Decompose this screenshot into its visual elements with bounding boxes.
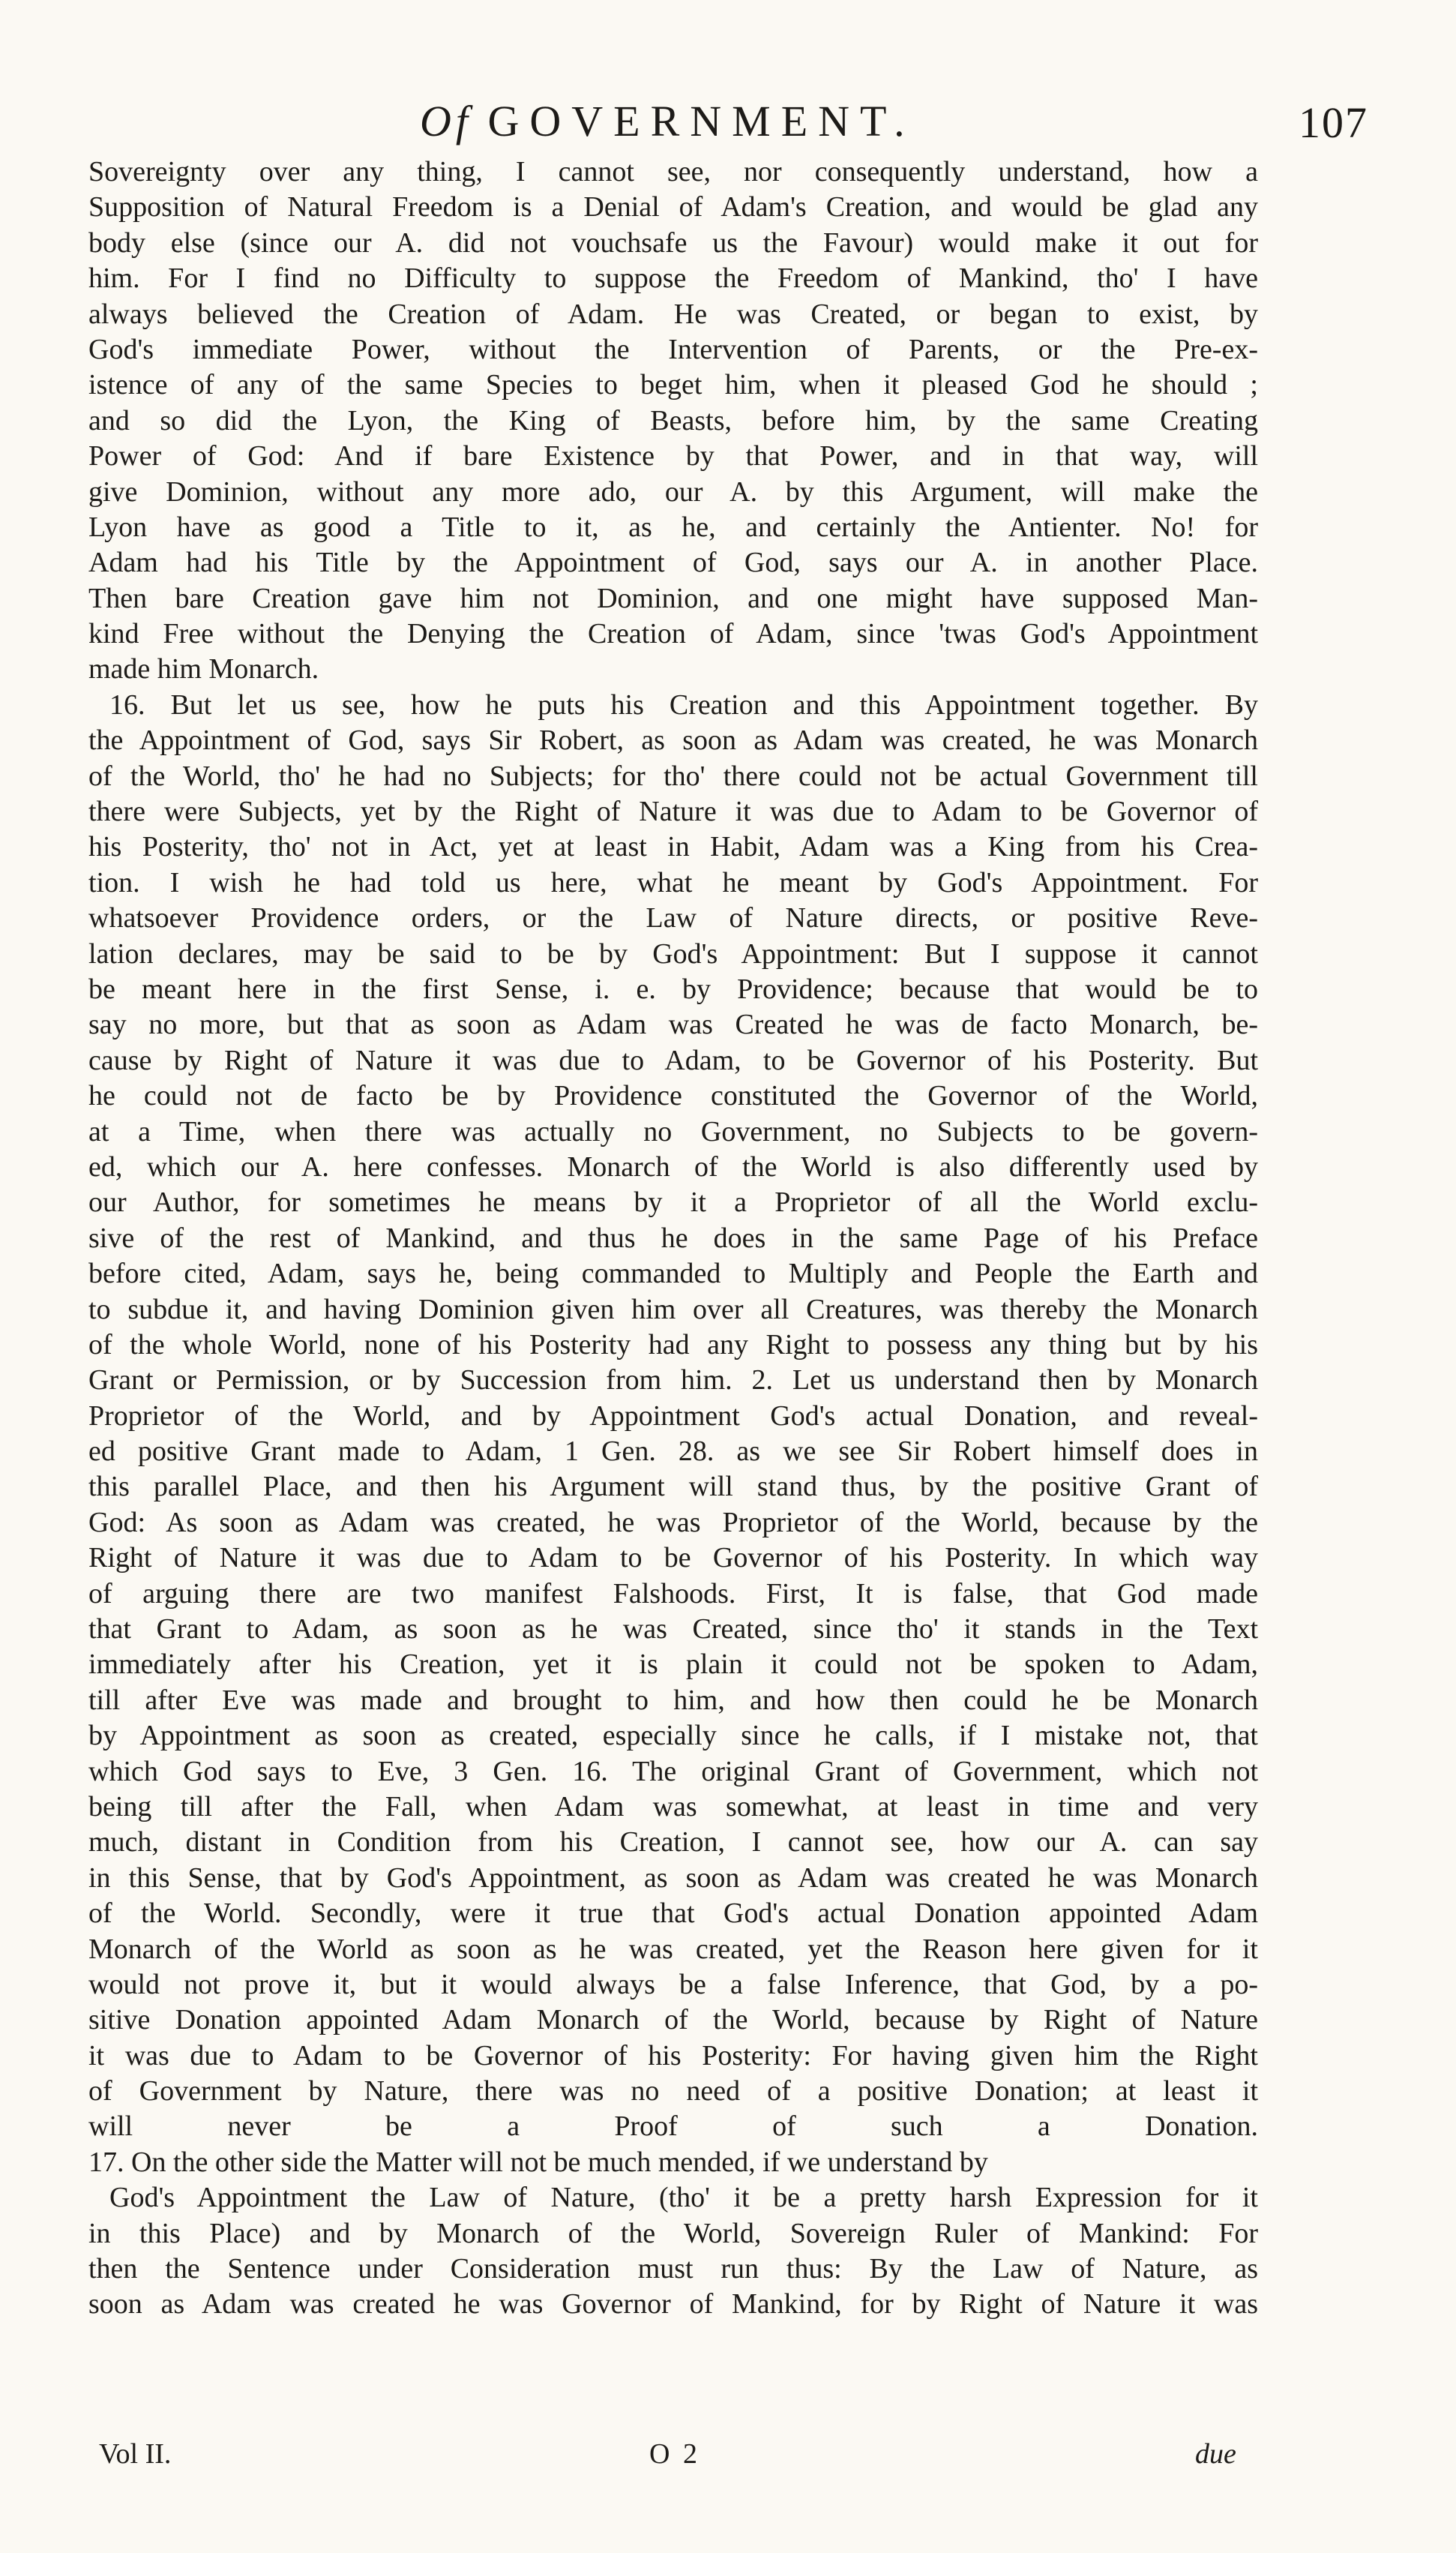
running-head-title: GOVERNMENT. — [487, 97, 915, 146]
text-line: and so did the Lyon, the King of Beasts, before him, by the same Creating — [88, 404, 1258, 436]
text-line: it was due to Adam to be Governor of his Posterity: For having given him the Right — [88, 2039, 1258, 2072]
text-line: would not prove it, but it would always be a false Inference, that God, by a po- — [88, 1968, 1258, 2000]
text-line: our Author, for sometimes he means by it a Proprietor of all the World exclu- — [88, 1186, 1258, 1219]
text-line: immediately after his Creation, yet it is plain it could not be spoken to Adam, — [88, 1648, 1258, 1681]
text-line: in this Place) and by Monarch of the World, Sovereign Ruler of Mankind: For — [88, 2217, 1258, 2249]
text-line: sitive Donation appointed Adam Monarch of the World, because by Right of Nature — [88, 2004, 1258, 2036]
text-line: cause by Right of Nature it was due to Adam, to be Governor of his Posterity. But — [88, 1044, 1258, 1076]
text-line: tion. I wish he had told us here, what he meant by God's Appointment. For — [88, 866, 1258, 898]
text-line: to subdue it, and having Dominion given him over all Creatures, was thereby the Monarch — [88, 1293, 1258, 1325]
running-head — [420, 96, 915, 146]
text-line: till after Eve was made and brought to him, and how then could he be Monarch — [88, 1684, 1258, 1716]
text-line: lation declares, may be said to be by God's Appointment: But I suppose it cannot — [88, 938, 1258, 970]
text-line: always believed the Creation of Adam. He was Created, or began to exist, by — [88, 298, 1258, 330]
text-line: Proprietor of the World, and by Appointment God's actual Donation, and reveal- — [88, 1400, 1258, 1432]
catchword: due — [1195, 2438, 1236, 2470]
text-line: of arguing there are two manifest Falshoods. First, It is false, that God made — [88, 1577, 1258, 1610]
text-line: Adam had his Title by the Appointment of God, says our A. in another Place. — [88, 547, 1258, 579]
text-line: him. For I find no Difficulty to suppose the Freedom of Mankind, tho' I have — [88, 262, 1258, 295]
text-line: which God says to Eve, 3 Gen. 16. The original Grant of Government, which not — [88, 1755, 1258, 1787]
text-line: then the Sentence under Consideration must run thus: By the Law of Nature, as — [88, 2253, 1258, 2285]
text-line: of the World. Secondly, were it true that God's actual Donation appointed Adam — [88, 1898, 1258, 1930]
text-line: of the whole World, none of his Posterity had any Right to possess any thing but by his — [88, 1328, 1258, 1360]
text-line: God's Appointment the Law of Nature, (tho' it be a pretty harsh Expression for it — [109, 2182, 1258, 2214]
text-line: Power of God: And if bare Existence by that Power, and in that way, will — [88, 440, 1258, 472]
text-line: by Appointment as soon as created, especially since he calls, if I mistake not, that — [88, 1720, 1258, 1752]
text-line: made him Monarch. — [88, 653, 319, 686]
page-number: 107 — [1299, 98, 1368, 147]
signature-mark: O 2 — [649, 2438, 700, 2470]
text-line: Grant or Permission, or by Succession from him. 2. Let us understand then by Monarch — [88, 1364, 1258, 1396]
text-line: be meant here in the first Sense, i. e. by Providence; because that would be to — [88, 973, 1258, 1005]
text-line: Supposition of Natural Freedom is a Denial of Adam's Creation, and would be glad any — [88, 191, 1258, 224]
text-line: in this Sense, that by God's Appointment, as soon as Adam was created he was Monarch — [88, 1862, 1258, 1894]
text-line: much, distant in Condition from his Creation, I cannot see, how our A. can say — [88, 1826, 1258, 1858]
text-line: before cited, Adam, says he, being commanded to Multiply and People the Earth and — [88, 1258, 1258, 1290]
text-line: ed, which our A. here confesses. Monarch of the World is also differently used by — [88, 1150, 1258, 1183]
text-line: at a Time, when there was actually no Government, no Subjects to be govern- — [88, 1115, 1258, 1148]
text-line: of the World, tho' he had no Subjects; for tho' there could not be actual Government till — [88, 760, 1258, 792]
text-line: that Grant to Adam, as soon as he was Created, since tho' it stands in the Text — [88, 1613, 1258, 1646]
text-line: body else (since our A. did not vouchsafe us the Favour) would make it out for — [88, 226, 1258, 259]
page-footer — [0, 2438, 1456, 2482]
page-header — [0, 96, 1456, 148]
text-line: sive of the rest of Mankind, and thus he does in the same Page of his Preface — [88, 1222, 1258, 1254]
text-line: being till after the Fall, when Adam was somewhat, at least in time and very — [88, 1790, 1258, 1822]
text-line: Sovereignty over any thing, I cannot see, nor consequently understand, how a — [88, 156, 1258, 188]
text-line: Monarch of the World as soon as he was created, yet the Reason here given for it — [88, 1933, 1258, 1965]
text-line: God's immediate Power, without the Intervention of Parents, or the Pre-ex- — [88, 333, 1258, 365]
body-text — [88, 154, 1258, 2358]
text-line: his Posterity, tho' not in Act, yet at least in Habit, Adam was a King from his Crea- — [88, 831, 1258, 863]
text-line: soon as Adam was created he was Governor of Mankind, for by Right of Nature it was — [88, 2288, 1258, 2320]
text-line: this parallel Place, and then his Argument will stand thus, by the positive Grant of — [88, 1471, 1258, 1503]
text-line: the Appointment of God, says Sir Robert, as soon as Adam was created, he was Monarch — [88, 724, 1258, 757]
text-line: will never be a Proof of such a Donation. — [88, 2110, 1258, 2143]
text-line — [88, 2323, 1258, 2358]
text-line: of Government by Nature, there was no need of a positive Donation; at least it — [88, 2075, 1258, 2108]
text-line: God: As soon as Adam was created, he was Proprietor of the World, because by the — [88, 1506, 1258, 1538]
volume-label: Vol II. — [99, 2438, 172, 2470]
text-line: there were Subjects, yet by the Right of Nature it was due to Adam to be Governor of — [88, 796, 1258, 828]
text-line: 16. But let us see, how he puts his Creation and this Appointment together. By — [109, 688, 1258, 721]
text-line: istence of any of the same Species to beget him, when it pleased God he should ; — [88, 369, 1258, 401]
running-head-of: Of — [420, 97, 472, 146]
text-line: Then bare Creation gave him not Dominion, and one might have supposed Man- — [88, 582, 1258, 614]
text-line: Right of Nature it was due to Adam to be Governor of his Posterity. In which way — [88, 1542, 1258, 1574]
text-line: 17. On the other side the Matter will not be much mended, if we understand by — [88, 2146, 988, 2178]
text-line: Lyon have as good a Title to it, as he, and certainly the Antienter. No! for — [88, 511, 1258, 543]
text-line: whatsoever Providence orders, or the Law of Nature directs, or positive Reve- — [88, 902, 1258, 934]
text-line: he could not de facto be by Providence constituted the Governor of the World, — [88, 1080, 1258, 1112]
text-line: ed positive Grant made to Adam, 1 Gen. 28. as we see Sir Robert himself does in — [88, 1436, 1258, 1468]
text-line: give Dominion, without any more ado, our A. by this Argument, will make the — [88, 476, 1258, 508]
text-line: say no more, but that as soon as Adam was Created he was de facto Monarch, be- — [88, 1009, 1258, 1041]
text-line: kind Free without the Denying the Creation of Adam, since 'twas God's Appointment — [88, 618, 1258, 650]
